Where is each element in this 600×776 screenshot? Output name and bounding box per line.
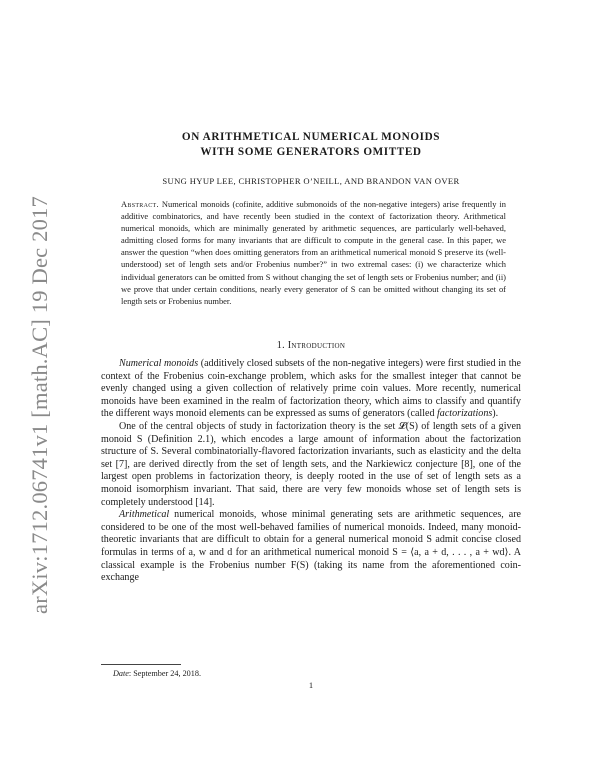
paragraph-1-lead: Numerical monoids bbox=[119, 358, 199, 369]
paragraph-1 bbox=[101, 358, 521, 421]
paragraph-2: One of the central objects of study in factorization theory is the set 𝓛(S) of length sets of a given monoid S (Definition 2.1), which encodes a large amount of information about the factorization structure of S. Several combinatorially-flavored factorization invariants, such as elasticity and the delta set [7], are derived directly from the set of length sets, and the Narkiewicz conjecture [8], one of the largest open problems in factorization theory, is deeply rooted in the use of set of length sets as a monoid isomorphism invariant. That said, there are very few monoids whose set of length sets is completely understood [14]. bbox=[101, 420, 521, 508]
title-line-1: ON ARITHMETICAL NUMERICAL MONOIDS bbox=[181, 131, 441, 143]
paragraph-1-text: (additively closed subsets of the non-negative integers) were first studied in the context of the Frobenius coin-exchange problem, which asks for the smallest integer that cannot be evenly changed using a given collection of relatively prime coin values. More recently, numerical monoids have been examined in the realm of factorization theory, which aims to classify and quantify the different ways monoid elements can be expressed as sums of generators (called bbox=[101, 358, 521, 420]
title-line-2: WITH SOME GENERATORS OMITTED bbox=[200, 146, 422, 158]
footnote bbox=[113, 669, 201, 678]
paragraph-3-lead: Arithmetical bbox=[119, 509, 170, 521]
body-text bbox=[101, 358, 521, 585]
section-heading bbox=[101, 340, 521, 351]
abstract-text: Numerical monoids (cofinite, additive submonoids of the non-negative integers) arise frequently in additive combinatorics, and have recently been studied in the context of factorization theory. Arithmetical numerical monoids, which are minimally generated by arithmetic sequences, are particularly well-behaved, admitting closed forms for many invariants that are difficult to compute in the general case. In this paper, we answer the question “when does omitting generators from an arithmetical numerical monoid S preserve its (well-understood) set of length sets and/or Frobenius number?” in two extremal cases: (i) we characterize which individual generators can be omitted from S without changing the set of length sets or Frobenius number; and (ii) we prove that under certain conditions, nearly every generator of S can be omitted without changing its set of length sets or Frobenius number. bbox=[121, 199, 506, 306]
paragraph-1-term: factorizations bbox=[437, 408, 493, 420]
footnote-rule bbox=[101, 664, 181, 665]
paragraph-3 bbox=[101, 509, 521, 585]
author-list: SUNG HYUP LEE, CHRISTOPHER O’NEILL, AND BRANDON VAN OVER bbox=[162, 176, 460, 186]
abstract bbox=[121, 198, 506, 307]
page-number: 1 bbox=[308, 680, 314, 690]
arxiv-identifier: arXiv:1712.06741v1 [math.AC] 19 Dec 2017 bbox=[27, 196, 52, 614]
footnote-text: : September 24, 2018. bbox=[128, 669, 202, 678]
paragraph-1-end: ). bbox=[492, 408, 499, 420]
paragraph-3-text: numerical monoids, whose minimal generating sets are arithmetic sequences, are considered to be one of the most well-behaved families of numerical monoids. Indeed, many monoid-theoretic invariants that are difficult to obtain for a general numerical monoid S admit concise closed formulas in terms of a, w and d for an arithmetical numerical monoid S = ⟨a, a + d, . . . , a + wd⟩. A classical example is the Frobenius number F(S) (taking its name from the aforementioned coin-exchange bbox=[101, 509, 521, 584]
paper-title bbox=[101, 130, 521, 160]
section-title: Introduction bbox=[287, 340, 346, 351]
abstract-label: Abstract. bbox=[121, 199, 159, 209]
section-number: 1. bbox=[276, 340, 285, 351]
footnote-label: Date bbox=[113, 669, 129, 678]
